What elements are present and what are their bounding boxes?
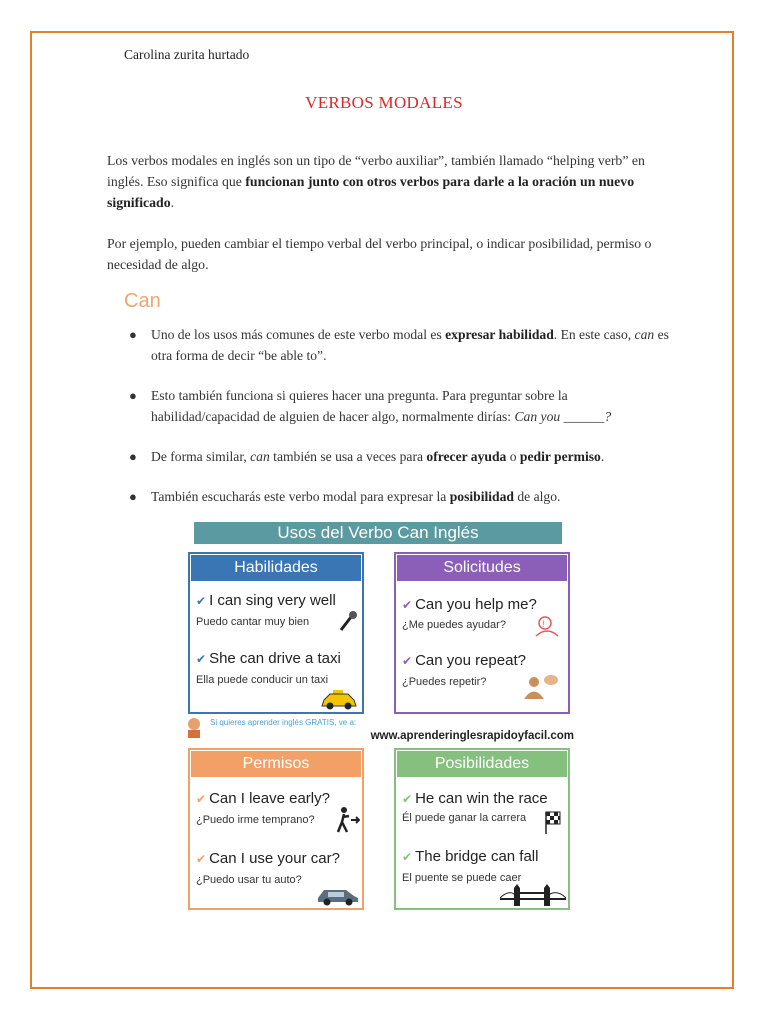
check-icon: ✔: [196, 852, 207, 866]
example-sentence: ✔ I can sing very well: [196, 592, 336, 609]
example-sentence: ✔ Can I leave early?: [196, 790, 330, 807]
check-icon: ✔: [402, 850, 413, 864]
check-icon: ✔: [402, 654, 413, 668]
check-icon: ✔: [196, 594, 207, 608]
example-sentence: ✔ Can you help me?: [402, 596, 537, 613]
microphone-icon: [338, 610, 358, 632]
example-sentence: ✔ She can drive a taxi: [196, 650, 341, 667]
example-sentence: ✔ He can win the race: [402, 790, 548, 807]
leaving-person-icon: [336, 806, 360, 834]
box-permisos: [188, 748, 364, 910]
example-sentence: ✔ Can I use your car?: [196, 850, 340, 867]
check-icon: ✔: [196, 652, 207, 666]
translation: Él puede ganar la carrera: [402, 812, 527, 824]
promo-text: Si quieres aprender inglés GRATIS, ve a:: [210, 718, 357, 727]
car-icon: [316, 882, 360, 906]
box-posibilidades: [394, 748, 570, 910]
promo-link[interactable]: www.aprenderinglesrapidoyfacil.com: [370, 730, 574, 742]
checkered-flag-icon: [544, 810, 564, 834]
list-item: ● De forma similar, can también se usa a veces para ofrecer ayuda o pedir permiso.: [129, 449, 605, 464]
section-heading-can: Can: [124, 290, 161, 312]
page-title: VERBOS MODALES: [305, 93, 463, 112]
example-sentence: ✔ The bridge can fall: [402, 848, 539, 865]
author-name: Carolina zurita hurtado: [124, 47, 250, 62]
intro-paragraph: Los verbos modales en inglés son un tipo de “verbo auxiliar”, también llamado “helping verb” en inglés. Eso significa que funcionan junto con otros verbos para darle a la oración un nuevo significado.: [107, 153, 645, 210]
translation: ¿Me puedes ayudar?: [402, 619, 506, 631]
help-icon: [534, 612, 560, 638]
can-usage-infographic: [178, 516, 578, 934]
check-icon: ✔: [402, 792, 413, 806]
example-sentence: ✔ Can you repeat?: [402, 652, 526, 669]
list-item: ● También escucharás este verbo modal para expresar la posibilidad de algo.: [129, 489, 561, 504]
box-heading: Permisos: [191, 751, 361, 777]
box-solicitudes: [394, 552, 570, 714]
svg-text:!: !: [542, 619, 545, 629]
speaking-person-icon: [520, 672, 560, 700]
translation: Ella puede conducir un taxi: [196, 674, 329, 686]
translation: ¿Puedo irme temprano?: [196, 814, 315, 826]
list-item: ● Uno de los usos más comunes de este verbo modal es expresar habilidad. En este caso, can es otra forma de decir “be able to”.: [129, 327, 669, 363]
box-heading: Habilidades: [191, 555, 361, 581]
teacher-avatar-icon: [184, 716, 204, 738]
translation: ¿Puedes repetir?: [402, 676, 487, 688]
example-paragraph: Por ejemplo, pueden cambiar el tiempo verbal del verbo principal, o indicar posibilidad, permiso o necesidad de algo.: [107, 236, 652, 272]
translation: El puente se puede caer: [402, 872, 522, 884]
check-icon: ✔: [196, 792, 207, 806]
bridge-icon: [500, 884, 566, 908]
box-heading: Posibilidades: [397, 751, 567, 777]
translation: Puedo cantar muy bien: [196, 616, 310, 628]
check-icon: ✔: [402, 598, 413, 612]
box-habilidades: [188, 552, 364, 714]
translation: ¿Puedo usar tu auto?: [196, 874, 302, 886]
taxi-icon: [320, 688, 358, 710]
promo-banner: [184, 716, 576, 742]
list-item: ● Esto también funciona si quieres hacer una pregunta. Para preguntar sobre la habilidad/capacidad de alguien de hacer algo, normalmente dirías: Can you ______?: [129, 388, 612, 424]
infographic-title: Usos del Verbo Can Inglés: [194, 522, 562, 544]
box-heading: Solicitudes: [397, 555, 567, 581]
